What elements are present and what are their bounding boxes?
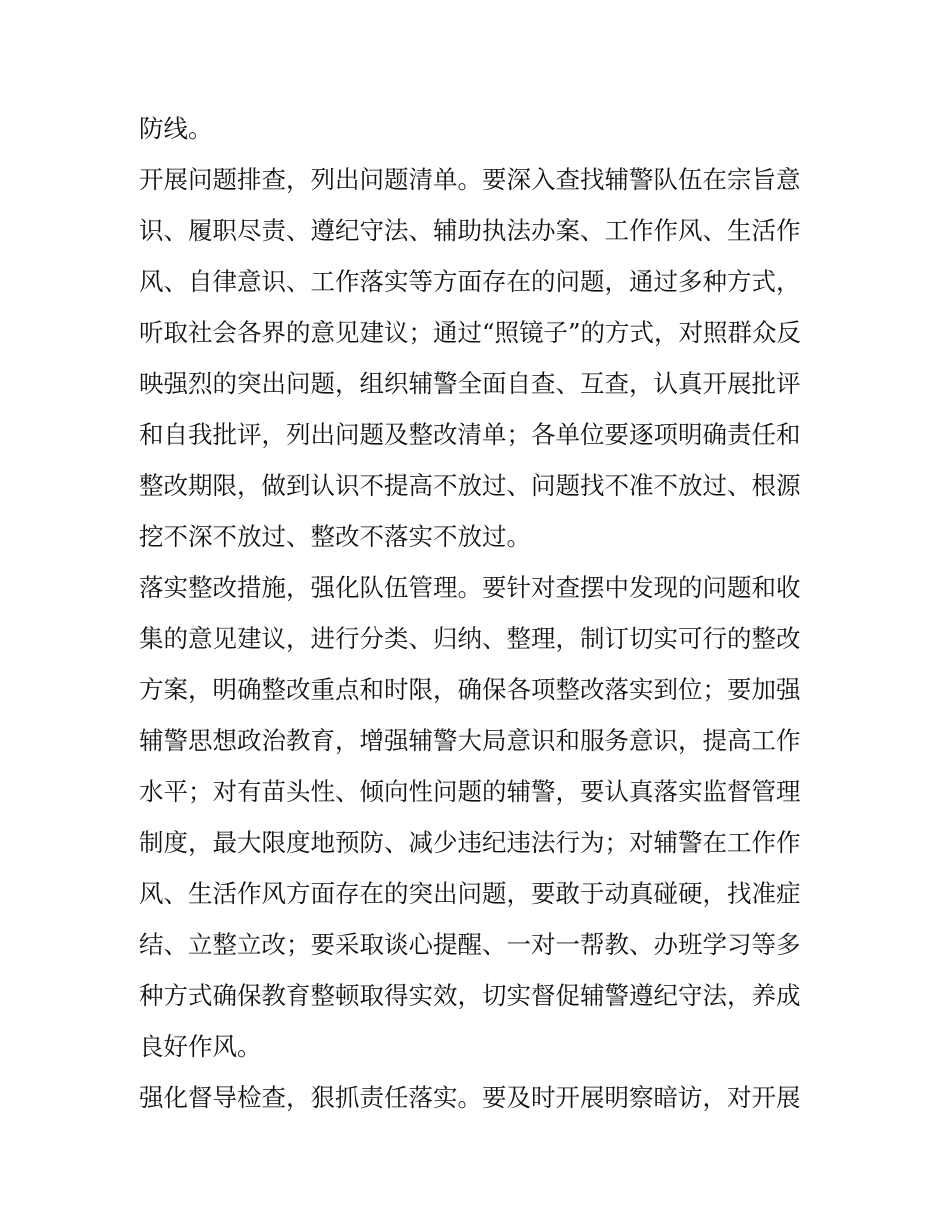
text-line: 防线。 xyxy=(139,114,213,143)
text-line: 映强烈的突出问题，组织辅警全面自查、互查，认真开展批评 xyxy=(139,369,801,398)
text-line: 方案，明确整改重点和时限，确保各项整改落实到位；要加强 xyxy=(139,675,801,704)
text-line: 结、立整立改；要采取谈心提醒、一对一帮教、办班学习等多 xyxy=(139,930,801,959)
text-line: 落实整改措施，强化队伍管理。要针对查摆中发现的问题和收 xyxy=(139,573,801,602)
text-line: 风、自律意识、工作落实等方面存在的问题，通过多种方式， xyxy=(139,267,801,296)
text-line: 辅警思想政治教育，增强辅警大局意识和服务意识，提高工作 xyxy=(139,726,801,755)
text-line: 种方式确保教育整顿取得实效，切实督促辅警遵纪守法，养成 xyxy=(139,981,801,1010)
text-line: 制度，最大限度地预防、减少违纪违法行为；对辅警在工作作 xyxy=(139,828,801,857)
text-line: 和自我批评，列出问题及整改清单；各单位要逐项明确责任和 xyxy=(139,420,801,449)
text-line: 开展问题排查，列出问题清单。要深入查找辅警队伍在宗旨意 xyxy=(139,165,801,194)
text-line: 风、生活作风方面存在的突出问题，要敢于动真碰硬，找准症 xyxy=(139,879,801,908)
text-line: 良好作风。 xyxy=(139,1032,262,1061)
text-line: 水平；对有苗头性、倾向性问题的辅警，要认真落实监督管理 xyxy=(139,777,801,806)
text-line: 识、履职尽责、遵纪守法、辅助执法办案、工作作风、生活作 xyxy=(139,216,801,245)
text-line: 强化督导检查，狠抓责任落实。要及时开展明察暗访，对开展 xyxy=(139,1083,801,1112)
text-line: 听取社会各界的意见建议；通过“照镜子”的方式，对照群众反 xyxy=(139,318,802,347)
text-line: 集的意见建议，进行分类、归纳、整理，制订切实可行的整改 xyxy=(139,624,801,653)
text-line: 整改期限，做到认识不提高不放过、问题找不准不放过、根源 xyxy=(139,471,801,500)
text-line: 挖不深不放过、整改不落实不放过。 xyxy=(139,522,531,551)
